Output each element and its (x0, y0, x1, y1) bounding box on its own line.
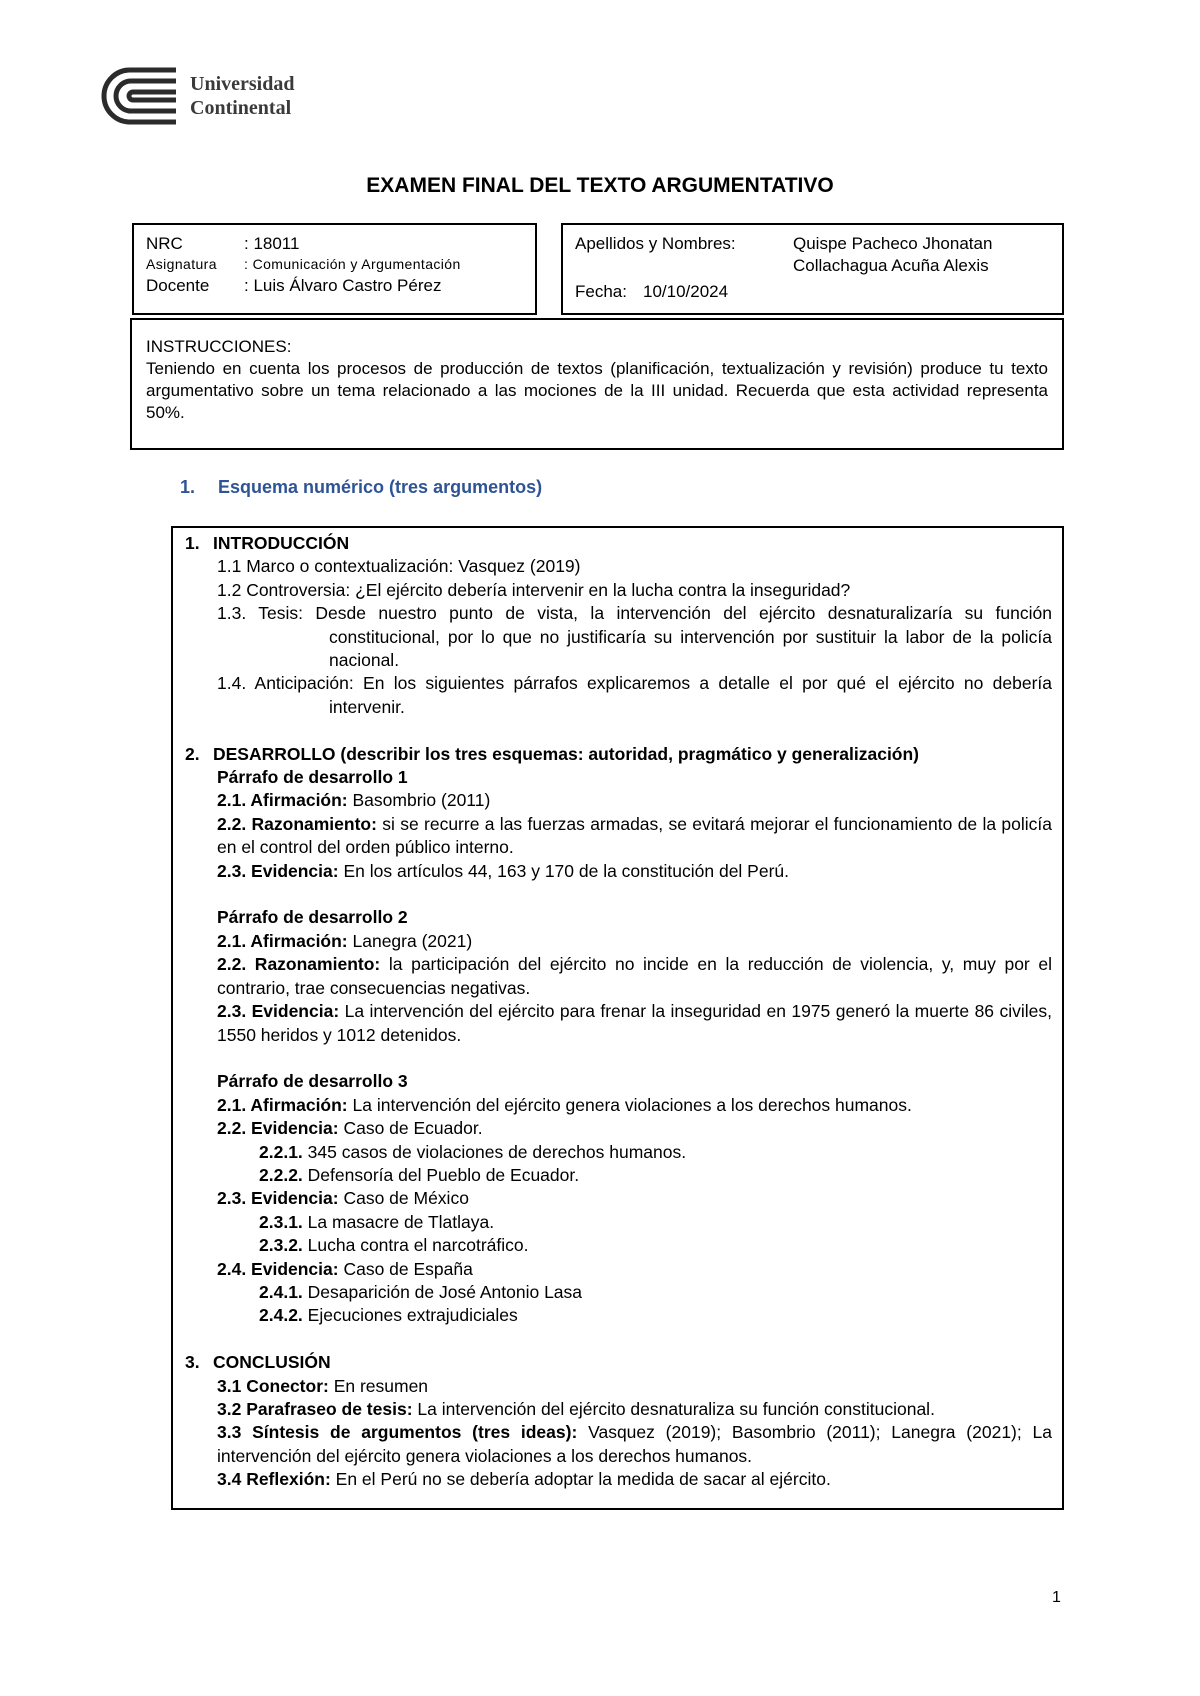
conclusion-item-1 (185, 1375, 1052, 1398)
nrc-label: NRC (146, 234, 183, 253)
p3-evidencia-1 (185, 1117, 1052, 1140)
instructions-body: Teniendo en cuenta los procesos de producción de textos (planificación, textualización y revisión) produce tu texto argumentativo sobre un tema relacionado a las mociones de la III unidad. Recuerda que esta actividad representa 50%. (146, 359, 1048, 422)
p3-e3-s1-text: Desaparición de José Antonio Lasa (302, 1281, 583, 1302)
p1-evidencia (185, 860, 1052, 883)
p1-afirmacion (185, 789, 1052, 812)
paragraph-2-title: Párrafo de desarrollo 2 (217, 907, 408, 928)
p3-e2-s2-text: Lucha contra el narcotráfico. (302, 1235, 529, 1256)
intro-item-2: 1.2 Controversia: ¿El ejército debería intervenir en la lucha contra la inseguridad? (217, 579, 851, 600)
fecha-row (575, 281, 1050, 303)
docente-label: Docente (146, 276, 210, 295)
course-info-box (132, 223, 537, 315)
intro-item-4: 1.4. Anticipación: En los siguientes párrafos explicaremos a detalle el por qué el ejército no debería intervenir. (217, 673, 1052, 717)
docente-row (146, 275, 523, 296)
p3-evidencia-3-sub-1 (185, 1281, 1052, 1304)
nrc-value: : 18011 (244, 234, 300, 253)
p3-e3-s1-label: 2.4.1. (259, 1281, 303, 1302)
p1-afirmacion-text: Basombrio (2011) (347, 790, 491, 811)
p2-afirmacion-label: 2.1. Afirmación: (217, 930, 348, 951)
logo-line-2: Continental (190, 97, 292, 119)
p3-evidencia-3-sub-2 (185, 1304, 1052, 1327)
p2-afirmacion-text: Lanegra (2021) (347, 930, 473, 951)
p3-afirmacion-label: 2.1. Afirmación: (217, 1094, 348, 1115)
conclusion-item-4-label: 3.4 Reflexión: (217, 1469, 331, 1490)
conclusion-number: 3. (185, 1352, 200, 1373)
p3-evidencia-1-text: Caso de Ecuador. (338, 1118, 483, 1139)
conclusion-item-2 (185, 1398, 1052, 1421)
p3-evidencia-1-label: 2.2. Evidencia: (217, 1118, 339, 1139)
section-number: 1. (180, 477, 196, 497)
conclusion-item-3-text: Vasquez (2019); Basombrio (2011); Lanegra (2021); La intervención del ejército genera violaciones a los derechos humanos. (217, 1422, 1052, 1466)
university-logo (100, 66, 294, 126)
p3-evidencia-2-label: 2.3. Evidencia: (217, 1188, 339, 1209)
fecha-label: Fecha: (575, 282, 627, 301)
p2-evidencia-label: 2.3. Evidencia: (217, 1001, 340, 1022)
p3-afirmacion (185, 1094, 1052, 1117)
p3-evidencia-2 (185, 1187, 1052, 1210)
asignatura-row (146, 254, 523, 275)
p3-afirmacion-text: La intervención del ejército genera violaciones a los derechos humanos. (347, 1094, 912, 1115)
conclusion-item-2-text: La intervención del ejército desnaturaliza su función constitucional. (412, 1398, 935, 1419)
conclusion-item-4-text: En el Perú no se debería adoptar la medida de sacar al ejército. (330, 1469, 831, 1490)
conclusion-item-2-label: 3.2 Parafraseo de tesis: (217, 1398, 413, 1419)
instructions-heading: INSTRUCCIONES: (146, 337, 292, 356)
p2-evidencia (185, 1000, 1052, 1047)
paragraph-1-title: Párrafo de desarrollo 1 (217, 767, 408, 788)
conclusion-item-3 (185, 1421, 1052, 1468)
p3-evidencia-2-sub-1 (185, 1211, 1052, 1234)
p2-razonamiento-text: la participación del ejército no incide en la reducción de violencia, y, muy por el contrario, trae consecuencias negativas. (217, 954, 1052, 998)
intro-item-3: 1.3. Tesis: Desde nuestro punto de vista, la intervención del ejército desnaturalizaría su función constitucional, por lo que no justificaría su intervención por sustituir la labor de la policía nacional. (217, 603, 1052, 671)
section-title: Esquema numérico (tres argumentos) (218, 477, 543, 497)
outline-box (171, 526, 1064, 1510)
p1-evidencia-text: En los artículos 44, 163 y 170 de la constitución del Perú. (338, 860, 790, 881)
conclusion-heading (185, 1351, 1052, 1374)
p3-e1-s2-text: Defensoría del Pueblo de Ecuador. (302, 1164, 580, 1185)
names-row (575, 233, 1050, 255)
p2-razonamiento-label: 2.2. Razonamiento: (217, 954, 381, 975)
page-number: 1 (1052, 1589, 1061, 1606)
page-title: EXAMEN FINAL DEL TEXTO ARGUMENTATIVO (366, 174, 834, 197)
p3-e3-s2-text: Ejecuciones extrajudiciales (302, 1305, 518, 1326)
conclusion-item-1-text: En resumen (328, 1375, 429, 1396)
desarrollo-heading (185, 743, 1052, 766)
p1-evidencia-label: 2.3. Evidencia: (217, 860, 339, 881)
desarrollo-title: DESARROLLO (describir los tres esquemas: autoridad, pragmático y generalización) (213, 743, 920, 764)
names-label: Apellidos y Nombres: (575, 234, 736, 253)
p3-e1-s1-label: 2.2.1. (259, 1141, 303, 1162)
asignatura-value: : Comunicación y Argumentación (244, 256, 461, 272)
student-name-2: Collachagua Acuña Alexis (793, 256, 989, 275)
desarrollo-number: 2. (185, 743, 200, 764)
p3-e2-s2-label: 2.3.2. (259, 1235, 303, 1256)
p3-evidencia-1-sub-1 (185, 1141, 1052, 1164)
p2-evidencia-text: La intervención del ejército para frenar la inseguridad en 1975 generó la muerte 86 civiles, 1550 heridos y 1012 detenidos. (217, 1001, 1052, 1045)
conclusion-item-4 (185, 1468, 1052, 1491)
intro-heading (185, 532, 1052, 555)
logo-line-1: Universidad (190, 73, 295, 95)
p3-evidencia-3-label: 2.4. Evidencia: (217, 1258, 339, 1279)
p3-e2-s1-label: 2.3.1. (259, 1211, 303, 1232)
p3-e3-s2-label: 2.4.2. (259, 1305, 303, 1326)
intro-title: INTRODUCCIÓN (213, 533, 350, 553)
names-row-2 (575, 255, 1050, 277)
p2-afirmacion (185, 930, 1052, 953)
p1-afirmacion-label: 2.1. Afirmación: (217, 790, 348, 811)
intro-number: 1. (185, 533, 200, 553)
asignatura-label: Asignatura (146, 256, 217, 272)
p3-evidencia-3-text: Caso de España (338, 1258, 473, 1279)
logo-text (190, 72, 294, 120)
p3-evidencia-3 (185, 1258, 1052, 1281)
nrc-row (146, 233, 523, 254)
docente-value: : Luis Álvaro Castro Pérez (244, 276, 442, 295)
p3-e2-s1-text: La masacre de Tlatlaya. (302, 1211, 495, 1232)
fecha-value: 10/10/2024 (642, 282, 729, 301)
p2-razonamiento (185, 953, 1052, 1000)
p1-razonamiento (185, 813, 1052, 860)
paragraph-3-title: Párrafo de desarrollo 3 (217, 1071, 408, 1092)
student-info-box (561, 223, 1064, 315)
p3-evidencia-1-sub-2 (185, 1164, 1052, 1187)
conclusion-item-1-label: 3.1 Conector: (217, 1375, 329, 1396)
p3-e1-s1-text: 345 casos de violaciones de derechos humanos. (302, 1141, 687, 1162)
p3-evidencia-2-text: Caso de México (338, 1188, 469, 1209)
conclusion-title: CONCLUSIÓN (213, 1352, 331, 1373)
p3-e1-s2-label: 2.2.2. (259, 1164, 303, 1185)
intro-item-1: 1.1 Marco o contextualización: Vasquez (2019) (217, 556, 581, 577)
p1-razonamiento-label: 2.2. Razonamiento: (217, 813, 377, 834)
logo-emblem-icon (100, 66, 178, 126)
instructions-box (130, 318, 1064, 450)
p3-evidencia-2-sub-2 (185, 1234, 1052, 1257)
p1-razonamiento-text: si se recurre a las fuerzas armadas, se evitará mejorar el funcionamiento de la policía en el control del orden público interno. (217, 813, 1052, 858)
student-name-1: Quispe Pacheco Jhonatan (793, 234, 993, 253)
conclusion-item-3-label: 3.3 Síntesis de argumentos (tres ideas): (217, 1422, 578, 1443)
section-heading (180, 477, 542, 498)
